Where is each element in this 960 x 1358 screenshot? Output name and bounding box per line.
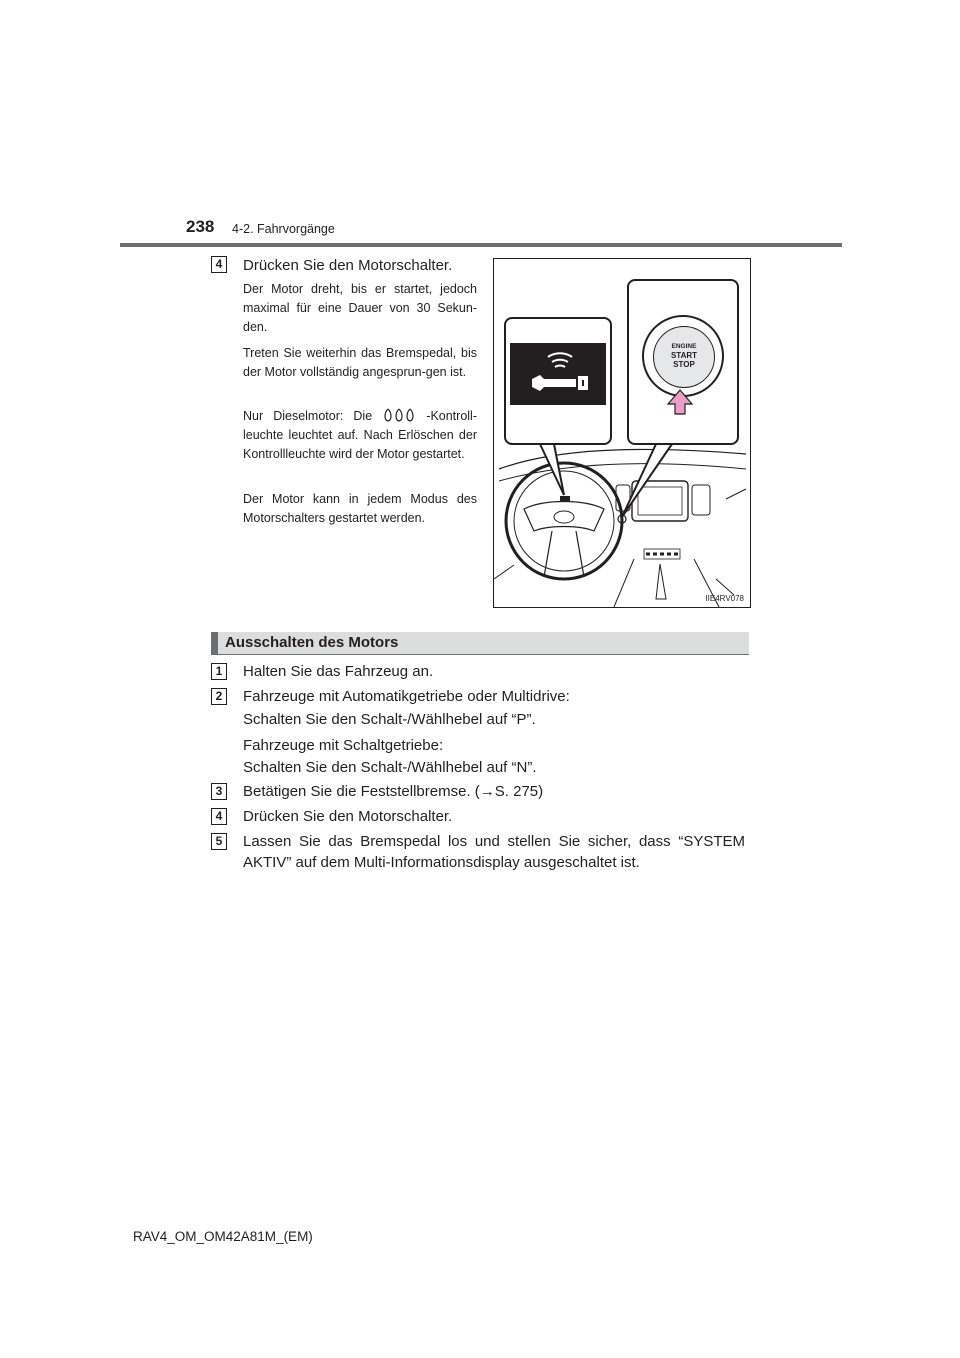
key-signal-indicator-icon (510, 343, 606, 405)
button-label-stop: STOP (673, 360, 695, 369)
document-code: RAV4_OM_OM42A81M_(EM) (133, 1229, 313, 1244)
button-label-engine: ENGINE (671, 343, 697, 350)
step-text: Halten Sie das Fahrzeug an. (243, 663, 434, 680)
press-arrow-icon (665, 387, 695, 417)
section-heading: Ausschalten des Motors (225, 634, 399, 651)
step-text: Schalten Sie den Schalt-/Wählhebel auf “N”. (243, 759, 537, 776)
step-note: Treten Sie weiterhin das Bremspedal, bis der Motor vollständig angesprun-gen ist. (243, 346, 477, 379)
engine-start-illustration (493, 258, 751, 608)
step-title: Drücken Sie den Motorschalter. (243, 257, 453, 274)
engine-button-callout (627, 279, 739, 445)
glow-plug-icon (382, 408, 416, 422)
step-number-badge: 3 (211, 783, 227, 800)
step-text: Lassen Sie das Bremspedal los und stellen Sie sicher, dass “SYSTEM AKTIV” auf dem Multi-Informationsdisplay ausgeschaltet ist. (243, 833, 745, 871)
step-number-badge: 5 (211, 833, 227, 850)
section-title: 4-2. Fahrvorgänge (232, 222, 335, 236)
diesel-suffix: -Kontroll-leuchte leuchtet auf. Nach Erlöschen der Kontrollleuchte wird der Motor gestartet. (243, 409, 477, 461)
button-face (653, 326, 715, 388)
step-text: Schalten Sie den Schalt-/Wählhebel auf “P”. (243, 711, 536, 728)
step-number-badge: 4 (211, 808, 227, 825)
section-heading-bar (211, 632, 218, 655)
button-label-start: START (670, 351, 698, 360)
step-note-diesel (243, 407, 477, 464)
step-text: Fahrzeuge mit Schaltgetriebe: (243, 737, 444, 754)
header-rule (120, 243, 842, 247)
step-number-badge: 4 (211, 256, 227, 273)
indicator-callout (504, 317, 612, 445)
step-text: Betätigen Sie die Feststellbremse. (→S. 275) (243, 783, 544, 800)
step-note: Der Motor dreht, bis er startet, jedoch maximal für eine Dauer von 30 Sekun-den. (243, 282, 477, 334)
engine-start-stop-button (642, 315, 724, 397)
step-text: Fahrzeuge mit Automatikgetriebe oder Multidrive: (243, 688, 570, 705)
step-number-badge: 2 (211, 688, 227, 705)
figure-code: IIE4RV078 (705, 594, 744, 603)
diesel-prefix: Nur Dieselmotor: Die (243, 409, 373, 423)
step-number-badge: 1 (211, 663, 227, 680)
indicator-display (510, 343, 606, 405)
step-note: Der Motor kann in jedem Modus des Motorschalters gestartet werden. (243, 492, 477, 525)
page-number: 238 (186, 217, 215, 236)
step-text: Drücken Sie den Motorschalter. (243, 808, 453, 825)
